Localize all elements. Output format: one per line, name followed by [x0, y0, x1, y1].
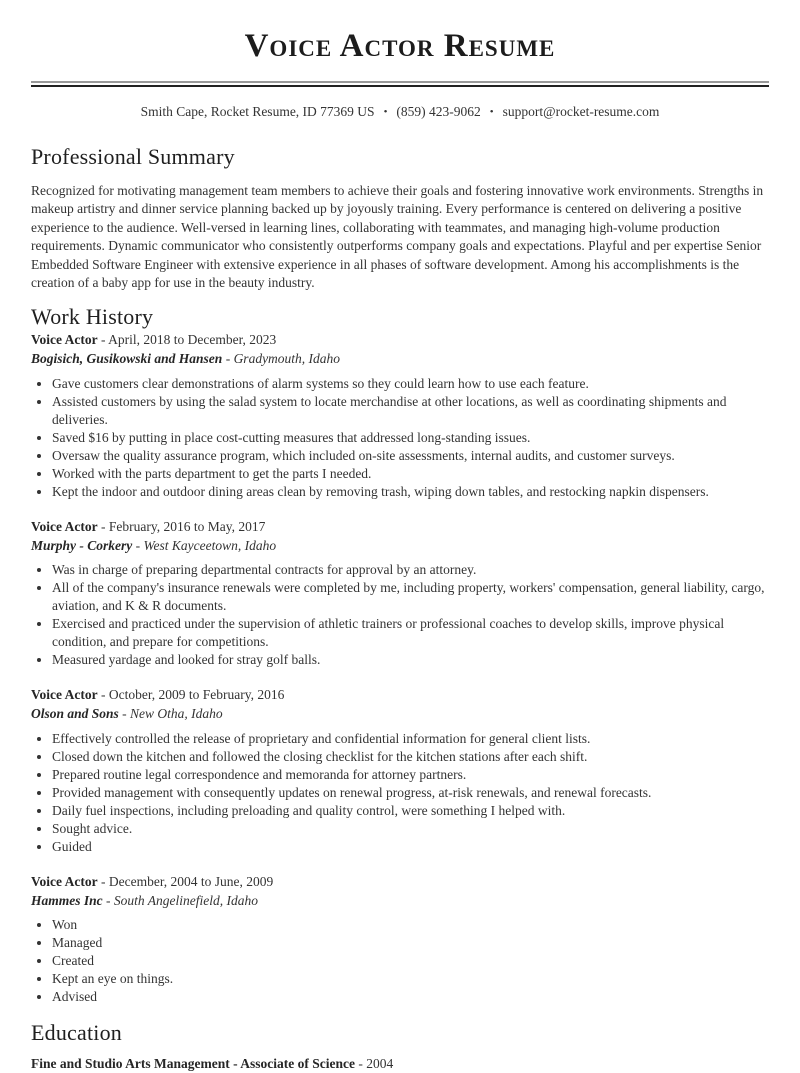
education-year: 2004 [366, 1056, 394, 1072]
contact-address: Smith Cape, Rocket Resume, ID 77369 US [140, 104, 375, 119]
bullet-separator-icon: • [383, 106, 388, 118]
job-entry [31, 330, 769, 501]
job-title-line [31, 685, 769, 704]
job-company-line [31, 349, 769, 368]
job-location: South Angelinefield, Idaho [113, 892, 258, 908]
dash-separator: - [97, 687, 109, 703]
job-title-line [31, 872, 769, 891]
bullet-item: • Was in charge of preparing departmental contracts for approval by an attorney. [52, 561, 769, 579]
dash-separator: - [132, 537, 144, 553]
bullet-item: • Saved $16 by putting in place cost-cutting measures that addressed long-standing issues. [52, 429, 769, 447]
job-bullets [31, 375, 769, 501]
dash-separator: - [97, 332, 109, 348]
bullet-item: • Prepared routine legal correspondence and memoranda for attorney partners. [52, 766, 769, 784]
resume-document [0, 27, 800, 1073]
section-heading-work-history: Work History [31, 304, 154, 330]
dash-separator: - [222, 351, 234, 367]
bullet-item: • Oversaw the quality assurance program, which included on-site assessments, internal audits, and customer surveys. [52, 447, 769, 465]
job-bullets [31, 916, 769, 1006]
bullet-item: • Guided [52, 838, 769, 856]
section-heading-professional-summary: Professional Summary [31, 144, 235, 169]
dash-separator: - [97, 518, 109, 534]
education-entry [31, 1054, 769, 1073]
job-title: Voice Actor [31, 873, 98, 889]
section-heading-education: Education [31, 1020, 122, 1046]
job-entry [31, 685, 769, 856]
job-company: Murphy - Corkery [31, 537, 133, 553]
job-company: Hammes Inc [31, 892, 103, 908]
bullet-item: • Assisted customers by using the salad system to locate merchandise at other locations, as well as coordinating shipments and deliveries. [52, 393, 769, 429]
job-bullets [31, 730, 769, 856]
job-location: West Kayceetown, Idaho [143, 537, 277, 553]
bullet-item: • Advised [52, 988, 769, 1006]
job-dates: October, 2009 to February, 2016 [108, 687, 285, 703]
job-title: Voice Actor [31, 332, 98, 348]
bullet-item: • Daily fuel inspections, including preloading and quality control, were something I helped with. [52, 802, 769, 820]
job-company: Olson and Sons [31, 706, 119, 722]
job-company-line [31, 704, 769, 723]
bullet-item: • Kept an eye on things. [52, 970, 769, 988]
bullet-item: • Closed down the kitchen and followed the closing checklist for the kitchen stations after each shift. [52, 748, 769, 766]
bullet-item: • Gave customers clear demonstrations of alarm systems so they could learn how to use each feature. [52, 375, 769, 393]
job-dates: April, 2018 to December, 2023 [108, 332, 277, 348]
job-location: New Otha, Idaho [130, 706, 223, 722]
job-header [31, 517, 769, 555]
bullet-item: • Created [52, 952, 769, 970]
job-dates: December, 2004 to June, 2009 [108, 873, 274, 889]
summary-text: Recognized for motivating management team members to achieve their goals and fostering innovative work environments. Strengths in makeup artistry and dinner service planning backed up by joyously training. Every performance is centered on delivering a positive experience to the audience. Well-versed in learning lines, collaborating with teammates, and managing high-volume production requirements. Dynamic communicator who consistently outperforms company goals and expectations. Playful and per expertise Senior Embedded Software Engineer with extensive experience in all phases of software development. Among his accomplishments is the creation of a baby app for use in the beauty industry. [31, 183, 764, 291]
contact-line [31, 102, 769, 122]
page-title: Voice Actor Resume [244, 28, 556, 64]
job-title-line [31, 330, 769, 349]
job-company: Bogisich, Gusikowski and Hansen [31, 351, 223, 367]
bullet-item: • Provided management with consequently updates on renewal progress, at-risk renewals, and renewal forecasts. [52, 784, 769, 802]
bullet-item: • Measured yardage and looked for stray golf balls. [52, 651, 769, 669]
bullet-item: • All of the company's insurance renewals were completed by me, including property, workers' compensation, general liability, cargo, aviation, and K & R documents. [52, 579, 769, 615]
job-bullets [31, 561, 769, 669]
job-title: Voice Actor [31, 518, 98, 534]
job-dates: February, 2016 to May, 2017 [108, 518, 266, 534]
bullet-separator-icon: • [489, 106, 494, 118]
job-entry [31, 517, 769, 670]
bullet-item: • Worked with the parts department to get the parts I needed. [52, 465, 769, 483]
contact-email: support@rocket-resume.com [502, 104, 660, 119]
bullet-item: • Managed [52, 934, 769, 952]
dash-separator: - [97, 873, 109, 889]
bullet-item: • Exercised and practiced under the supervision of athletic trainers or professional coaches to develop skills, improve physical condition, and prepare for competitions. [52, 615, 769, 651]
bullet-item: • Won [52, 916, 769, 934]
job-title-line [31, 517, 769, 536]
job-header [31, 330, 769, 368]
bullet-item: • Effectively controlled the release of proprietary and confidential information for general client lists. [52, 730, 769, 748]
bullet-item: • Kept the indoor and outdoor dining areas clean by removing trash, wiping down tables, and restocking napkin dispensers. [52, 483, 769, 501]
job-header [31, 685, 769, 723]
dash-separator: - [102, 892, 114, 908]
bullet-item: • Sought advice. [52, 820, 769, 838]
header-divider [31, 81, 769, 87]
job-title: Voice Actor [31, 687, 98, 703]
job-company-line [31, 536, 769, 555]
dash-separator: - [354, 1056, 367, 1072]
job-header [31, 872, 769, 910]
job-entry [31, 872, 769, 1007]
job-location: Gradymouth, Idaho [233, 351, 341, 367]
education-degree: Fine and Studio Arts Management - Associate of Science [31, 1056, 355, 1072]
dash-separator: - [118, 706, 131, 722]
job-company-line [31, 891, 769, 910]
contact-phone: (859) 423-9062 [396, 104, 481, 119]
